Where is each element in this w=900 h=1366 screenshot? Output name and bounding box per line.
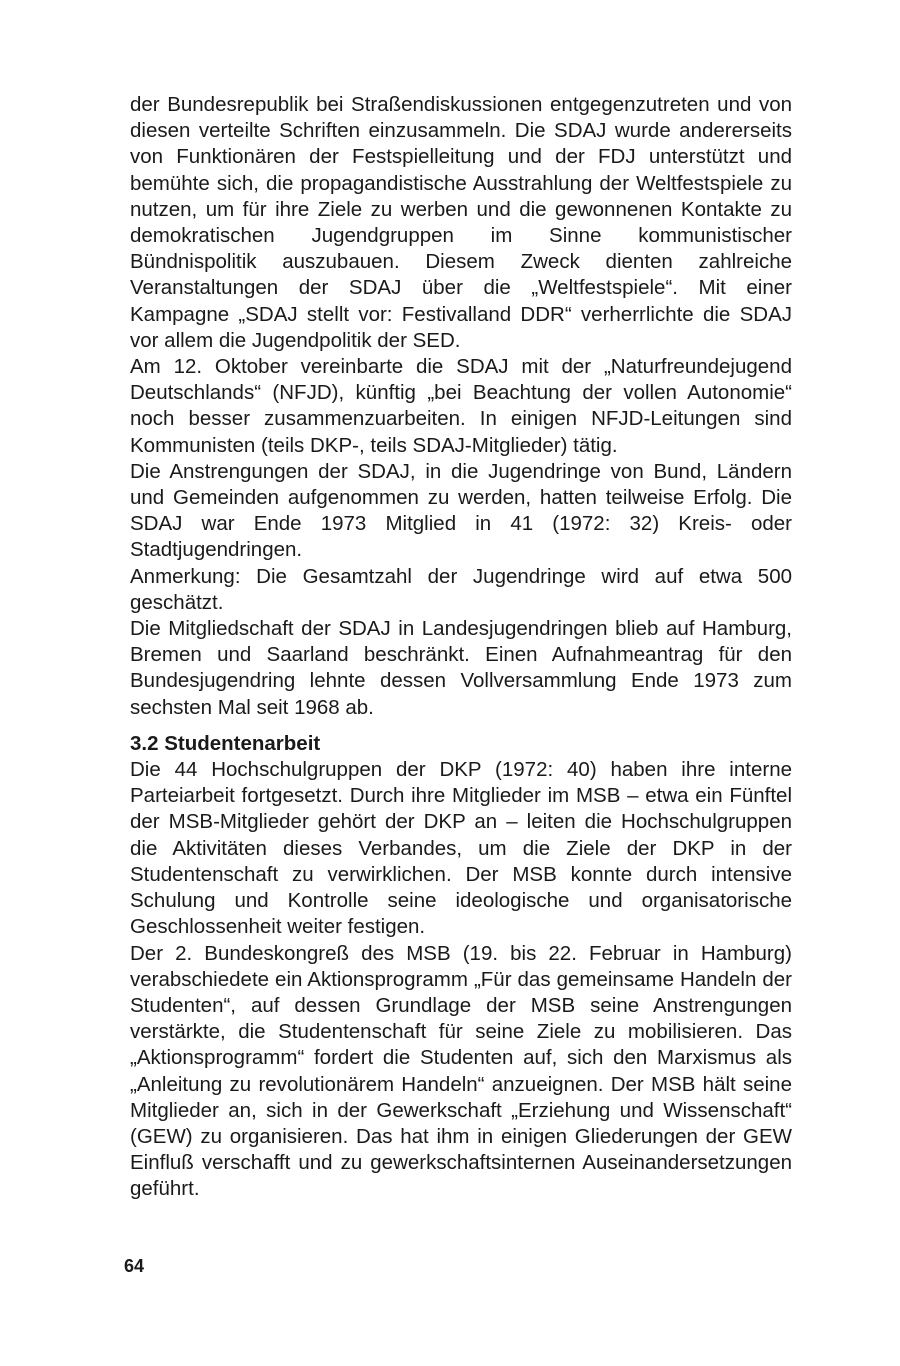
paragraph-bundeskongress: Der 2. Bundeskongreß des MSB (19. bis 22. Februar in Hamburg) verabschiedete ein Aktionsprogramm „Für das gemeinsame Handeln der Studenten“, auf dessen Grundlage der MSB seine Anstrengungen verstärkte, die Studentenschaft für seine Ziele zu mobilisieren. Das „Aktionsprogramm“ fordert die Studenten auf, sich den Marxismus als „Anleitung zu revolutionärem Handeln“ anzueignen. Der MSB hält seine Mitglieder an, sich in der Gewerkschaft „Erziehung und Wissenschaft“ (GEW) zu organisieren. Das hat ihm in einigen Gliederungen der GEW Einfluß verschafft und zu gewerkschaftsinternen Auseinandersetzungen geführt.	[130, 941, 792, 1201]
paragraph-jugendringe: Die Anstrengungen der SDAJ, in die Jugendringe von Bund, Ländern und Gemeinden aufgenommen zu werden, hatten teilweise Erfolg. Die SDAJ war Ende 1973 Mitglied in 41 (1972: 32) Kreis- oder Stadtjugendringen.	[130, 459, 792, 562]
page-number: 64	[124, 1256, 145, 1276]
paragraph-landesjugendringe: Die Mitgliedschaft der SDAJ in Landesjugendringen blieb auf Hamburg, Bremen und Saarland beschränkt. Einen Aufnahmeantrag für den Bundesjugendring lehnte dessen Vollversammlung Ende 1973 zum sechsten Mal seit 1968 ab.	[130, 617, 792, 719]
section-heading: 3.2 Studentenarbeit	[130, 731, 321, 755]
paragraph-naturfreundejugend: Am 12. Oktober vereinbarte die SDAJ mit der „Naturfreundejugend Deutschlands“ (NFJD), künftig „bei Beachtung der vollen Autonomie“ noch besser zusammenzuarbeiten. In einigen NFJD-Leitungen sind Kommunisten (teils DKP-, teils SDAJ-Mitglieder) tätig.	[130, 355, 792, 457]
paragraph-weltfestspiele: der Bundesrepublik bei Straßendiskussionen entgegenzutreten und von diesen verteilte Schriften einzusammeln. Die SDAJ wurde andererseits von Funktionären der Festspielleitung und der FDJ unterstützt und bemühte sich, die propagandistische Ausstrahlung der Weltfestspiele zu nutzen, um für ihre Ziele zu werben und die gewonnenen Kontakte zu demokratischen Jugendgruppen im Sinne kommunistischer Bündnispolitik auszubauen. Diesem Zweck dienten zahlreiche Veranstaltungen der SDAJ über die „Weltfestspiele“. Mit einer Kampagne „SDAJ stellt vor: Festivalland DDR“ verherrlichte die SDAJ vor allem die Jugendpolitik der SED.	[130, 93, 792, 352]
page-body	[130, 92, 792, 1203]
paragraph-hochschulgruppen: Die 44 Hochschulgruppen der DKP (1972: 40) haben ihre interne Parteiarbeit fortgesetzt. Durch ihre Mitglieder im MSB – etwa ein Fünftel der MSB-Mitglieder gehört der DKP an – leiten die Hochschulgruppen die Aktivitäten dieses Verbandes, um die Ziele der DKP in der Studentenschaft zu verwirklichen. Der MSB konnte durch intensive Schulung und Kontrolle seine ideologische und organisatorische Geschlossenheit weiter festigen.	[130, 758, 792, 939]
paragraph-anmerkung: Anmerkung: Die Gesamtzahl der Jugendringe wird auf etwa 500 geschätzt.	[130, 564, 792, 614]
